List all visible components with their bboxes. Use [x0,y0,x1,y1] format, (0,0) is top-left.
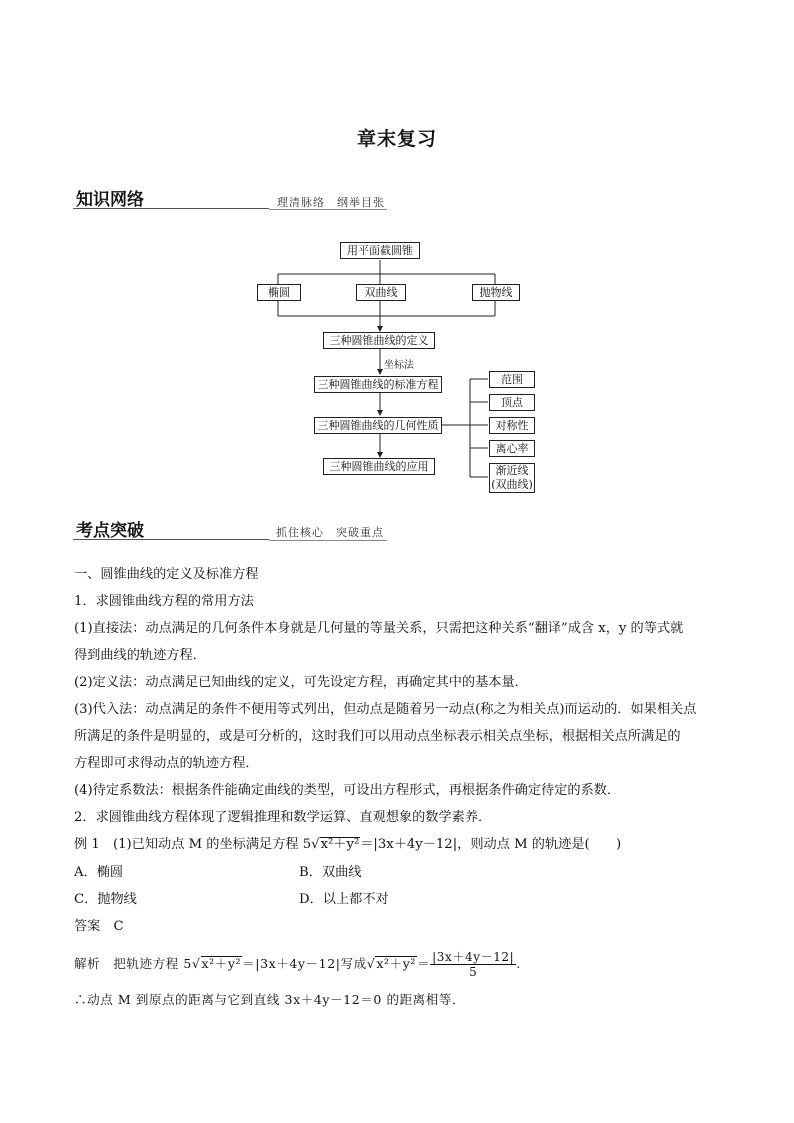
method-direct-line2: 得到曲线的轨迹方程． [74,648,206,663]
method-substitution-line2: 所满足的条件是明显的，或是可分析的，这时我们可以用动点坐标表示相关点坐标，根据相关点所满足的 [74,729,681,744]
flow-box-plane-cut-cone: 用平面截圆锥 [340,242,420,259]
sqrt-sign: √ [191,956,201,971]
flow-box-parabola: 抛物线 [472,284,520,301]
item-1-heading: 1．求圆锥曲线方程的常用方法 [74,594,254,609]
flow-box-eccentricity: 离心率 [489,440,535,457]
section-underline [73,208,269,209]
flow-box-vertex: 顶点 [489,394,535,411]
option-d: D．以上都不对 [299,892,389,907]
example-1-question [74,836,621,853]
solution-radicand-1: x²＋y² [201,956,242,971]
flow-box-application: 三种圆锥曲线的应用 [323,458,435,475]
page-title: 章末复习 [356,128,437,150]
flow-box-ellipse: 椭圆 [257,284,301,301]
section-tag-key-points: 抓住核心 突破重点 [276,526,384,539]
fraction-denominator: 5 [469,965,478,979]
section-underline [73,539,269,540]
solution-equals: ＝ [417,956,431,971]
method-substitution-line1: (3)代入法：动点满足的条件不便用等式列出，但动点是随着另一动点(称之为相关点)而运动的．如果相关点 [74,702,697,717]
flow-box-geometric-properties: 三种圆锥曲线的几何性质 [314,417,442,434]
method-direct-line1: (1)直接法：动点满足的几何条件本身就是几何量的等量关系，只需把这种关系“翻译”成含 x，y 的等式就 [74,621,684,636]
sqrt-sign: √ [366,956,376,971]
solution-radicand-2: x²＋y² [376,956,417,971]
solution-line [74,950,521,979]
method-definition: (2)定义法：动点满足已知曲线的定义，可先设定方程，再确定其中的基本量． [74,675,528,690]
solution-text-pre: 解析 把轨迹方程 5 [74,956,192,971]
flow-box-range: 范围 [489,371,535,388]
solution-conclusion: ∴动点 M 到原点的距离与它到直线 3x＋4y－12＝0 的距离相等． [74,992,466,1007]
item-2-text: 2．求圆锥曲线方程体现了逻辑推理和数学运算、直观想象的数学素养． [74,810,492,825]
section-tag-knowledge-network: 理清脉络 纲举目张 [277,196,385,209]
solution-end: . [516,956,521,971]
flow-box-hyperbola: 双曲线 [356,284,406,301]
option-a: A．椭圆 [74,865,124,880]
section-underline-thin [269,209,387,210]
solution-fraction [430,950,516,979]
flow-box-definition: 三种圆锥曲线的定义 [323,332,435,349]
option-c: C．抛物线 [74,892,137,907]
flow-box-standard-equation: 三种圆锥曲线的标准方程 [314,376,442,393]
flow-asymptote-label: 渐近线 [495,464,529,477]
flow-box-asymptote [489,463,535,493]
flow-asymptote-note: (双曲线) [491,478,533,491]
method-substitution-line3: 方程即可求得动点的轨迹方程． [74,756,259,771]
sqrt-sign: √ [311,837,320,852]
section-underline-thin [269,540,387,541]
example-1-radicand: x²＋y² [320,837,360,852]
method-undetermined-coefficients: (4)待定系数法：根据条件能确定曲线的类型，可设出方程形式，再根据条件确定待定的系数． [74,783,621,798]
flow-box-symmetry: 对称性 [489,417,535,434]
section-heading-key-points: 考点突破 [76,521,144,541]
flow-label-coordinate-method: 坐标法 [384,360,414,371]
topic-heading: 一、圆锥曲线的定义及标准方程 [74,567,259,582]
option-b: B．双曲线 [299,865,362,880]
fraction-numerator: |3x＋4y－12| [432,950,515,964]
solution-text-mid: ＝|3x＋4y－12|写成 [242,956,367,971]
knowledge-flowchart [250,234,550,496]
section-heading-knowledge-network: 知识网络 [76,190,144,210]
answer: 答案 C [74,919,124,934]
example-1-text-pre: 例 1 (1)已知动点 M 的坐标满足方程 5 [74,837,312,852]
example-1-text-post: ＝|3x＋4y－12|，则动点 M 的轨迹是( ) [360,837,622,852]
